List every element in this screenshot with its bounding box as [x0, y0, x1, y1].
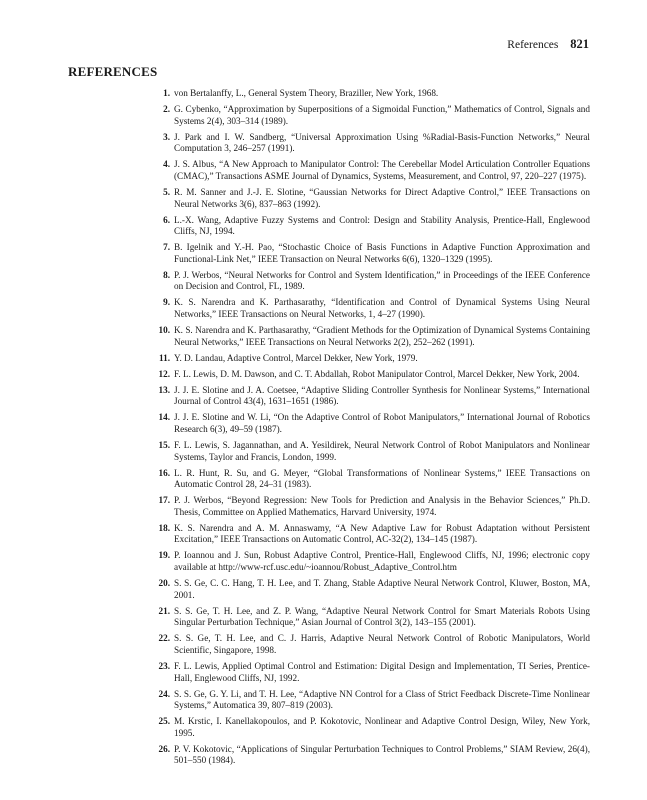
- reference-text: M. Krstic, I. Kanellakopoulos, and P. Kokotovic, Nonlinear and Adaptive Control Design, Wiley, New York, 1995.: [174, 716, 590, 738]
- reference-number: 21.: [158, 605, 170, 616]
- reference-text: J. J. E. Slotine and J. A. Coetsee, “Adaptive Sliding Controller Synthesis for Nonlinear Systems,” International Journal of Control 43(4), 1631–1651 (1986).: [174, 384, 590, 407]
- reference-item: [158, 467, 590, 491]
- reference-item: [159, 352, 590, 365]
- reference-number: 15.: [158, 439, 170, 450]
- reference-item: [162, 132, 590, 155]
- reference-list: [158, 88, 590, 771]
- reference-number: 22.: [158, 633, 170, 644]
- section-title: REFERENCES: [68, 64, 158, 79]
- reference-number: 1.: [163, 88, 170, 98]
- reference-text: Y. D. Landau, Adaptive Control, Marcel Dekker, New York, 1979.: [174, 352, 418, 363]
- reference-item: [158, 522, 590, 546]
- reference-text: R. M. Sanner and J.-J. E. Slotine, “Gaussian Networks for Direct Adaptive Control,” IEEE Transactions on Neural Networks 3(6), 837–863 (1992).: [174, 186, 590, 209]
- reference-text: F. L. Lewis, D. M. Dawson, and C. T. Abdallah, Robot Manipulator Control, Marcel Dekker, New York, 2004.: [174, 368, 580, 379]
- reference-number: 2.: [163, 104, 170, 115]
- reference-number: 7.: [163, 242, 170, 253]
- reference-item: [158, 605, 590, 629]
- reference-item: [162, 297, 590, 320]
- reference-item: [158, 660, 590, 684]
- reference-item: [158, 495, 590, 518]
- reference-number: 11.: [159, 352, 170, 363]
- reference-item: [162, 215, 590, 238]
- reference-text: P. J. Werbos, “Neural Networks for Control and System Identification,” in Proceedings of the IEEE Conference on Decision and Control, FL, 1989.: [174, 269, 590, 292]
- reference-text: J. S. Albus, “A New Approach to Manipulator Control: The Cerebellar Model Articulation Controller Equations (CMAC),” Transactions ASME Journal of Dynamics, Systems, Measurement, and Control, 97, 220–227 (1975).: [174, 159, 590, 181]
- reference-text: K. S. Narendra and A. M. Annaswamy, “A New Adaptive Law for Robust Adaptation without Persistent Excitation,” IEEE Transactions on Automatic Control, AC-32(2), 134–145 (1987).: [174, 522, 590, 545]
- reference-item: [158, 412, 590, 435]
- reference-number: 16.: [158, 467, 170, 478]
- reference-item: [162, 270, 590, 293]
- reference-number: 24.: [158, 688, 170, 699]
- reference-text: S. S. Ge, T. H. Lee, and Z. P. Wang, “Adaptive Neural Network Control for Smart Materials Robots Using Singular Perturbation Technique,” Asian Journal of Control 3(2), 143–155 (2001).: [174, 605, 590, 628]
- reference-item: [158, 688, 590, 712]
- page-number: 821: [570, 37, 589, 51]
- reference-text: S. S. Ge, G. Y. Li, and T. H. Lee, “Adaptive NN Control for a Class of Strict Feedback Discrete-Time Nonlinear Systems,” Automatica 39, 807–819 (2003).: [174, 688, 590, 711]
- running-title: References: [507, 39, 559, 51]
- reference-number: 20.: [158, 578, 170, 589]
- reference-number: 25.: [158, 716, 170, 727]
- reference-item: [162, 242, 590, 265]
- reference-number: 8.: [163, 269, 170, 280]
- reference-item: [158, 384, 590, 408]
- reference-item: [158, 368, 590, 381]
- reference-number: 19.: [158, 550, 170, 561]
- reference-item: [158, 550, 590, 573]
- reference-item: [162, 104, 590, 127]
- reference-number: 17.: [158, 495, 170, 506]
- reference-text: K. S. Narendra and K. Parthasarathy, “Gradient Methods for the Optimization of Dynamical Systems Containing Neural Networks,” IEEE Transactions on Neural Networks 2(2), 252–262 (1991).: [174, 325, 590, 347]
- reference-item: [158, 325, 590, 348]
- reference-number: 13.: [158, 384, 170, 395]
- reference-text: J. J. E. Slotine and W. Li, “On the Adaptive Control of Robot Manipulators,” International Journal of Robotics Research 6(3), 49–59 (1987).: [174, 412, 590, 434]
- reference-number: 26.: [158, 743, 170, 754]
- running-head: [507, 37, 589, 52]
- reference-number: 9.: [163, 297, 170, 308]
- reference-text: K. S. Narendra and K. Parthasarathy, “Identification and Control of Dynamical Systems Using Neural Networks,” IEEE Transactions on Neural Networks, 1, 4–27 (1990).: [174, 297, 590, 319]
- reference-number: 23.: [158, 660, 170, 671]
- reference-number: 10.: [158, 325, 170, 336]
- reference-item: [158, 743, 590, 767]
- reference-text: L.-X. Wang, Adaptive Fuzzy Systems and Control: Design and Stability Analysis, Prentice-Hall, Englewood Cliffs, NJ, 1994.: [174, 214, 590, 237]
- reference-number: 3.: [163, 131, 170, 142]
- reference-text: G. Cybenko, “Approximation by Superpositions of a Sigmoidal Function,” Mathematics of Control, Signals and Systems 2(4), 303–314 (1989).: [174, 104, 590, 126]
- reference-item: [158, 439, 590, 463]
- reference-number: 14.: [158, 412, 170, 423]
- reference-number: 5.: [163, 186, 170, 197]
- reference-item: [162, 187, 590, 210]
- reference-text: S. S. Ge, C. C. Hang, T. H. Lee, and T. Zhang, Stable Adaptive Neural Network Control, Kluwer, Boston, MA, 2001.: [174, 578, 590, 600]
- reference-text: J. Park and I. W. Sandberg, “Universal Approximation Using %Radial-Basis-Function Networks,” Neural Computation 3, 246–257 (1991).: [174, 131, 590, 154]
- reference-text: von Bertalanffy, L., General System Theory, Braziller, New York, 1968.: [174, 88, 439, 98]
- reference-number: 6.: [163, 214, 170, 225]
- reference-text: L. R. Hunt, R. Su, and G. Meyer, “Global Transformations of Nonlinear Systems,” IEEE Transactions on Automatic Control 28, 24–31 (1983).: [174, 467, 590, 490]
- reference-text: P. V. Kokotovic, “Applications of Singular Perturbation Techniques to Control Problems,” SIAM Review, 26(4), 501–550 (1984).: [174, 743, 590, 766]
- reference-item: [158, 578, 590, 601]
- reference-text: P. J. Werbos, “Beyond Regression: New Tools for Prediction and Analysis in the Behavior Sciences,” Ph.D. Thesis, Committee on Applied Mathematics, Harvard University, 1974.: [174, 495, 590, 517]
- reference-text: P. Ioannou and J. Sun, Robust Adaptive Control, Prentice-Hall, Englewood Cliffs, NJ, 1996; electronic copy available at http://www-rcf.usc.edu/~ioannou/Robust_Adaptive_Control.htm: [174, 550, 590, 573]
- reference-text: F. L. Lewis, S. Jagannathan, and A. Yesildirek, Neural Network Control of Robot Manipulators and Nonlinear Systems, Taylor and Francis, London, 1999.: [174, 439, 590, 462]
- reference-number: 4.: [163, 159, 170, 170]
- reference-item: [162, 159, 590, 182]
- reference-item: [158, 633, 590, 656]
- reference-text: B. Igelnik and Y.-H. Pao, “Stochastic Choice of Basis Functions in Adaptive Function Approximation and Functional-Link Net,” IEEE Transaction on Neural Networks 6(6), 1320–1329 (1995).: [174, 242, 590, 264]
- reference-item: [158, 716, 590, 739]
- reference-text: F. L. Lewis, Applied Optimal Control and Estimation: Digital Design and Implementation, TI Series, Prentice-Hall, Englewood Cliffs, NJ, 1992.: [174, 660, 590, 683]
- reference-text: S. S. Ge, T. H. Lee, and C. J. Harris, Adaptive Neural Network Control of Robotic Manipulators, World Scientific, Singapore, 1998.: [174, 633, 590, 655]
- reference-number: 18.: [158, 522, 170, 533]
- reference-item: [162, 88, 590, 100]
- reference-number: 12.: [158, 368, 170, 379]
